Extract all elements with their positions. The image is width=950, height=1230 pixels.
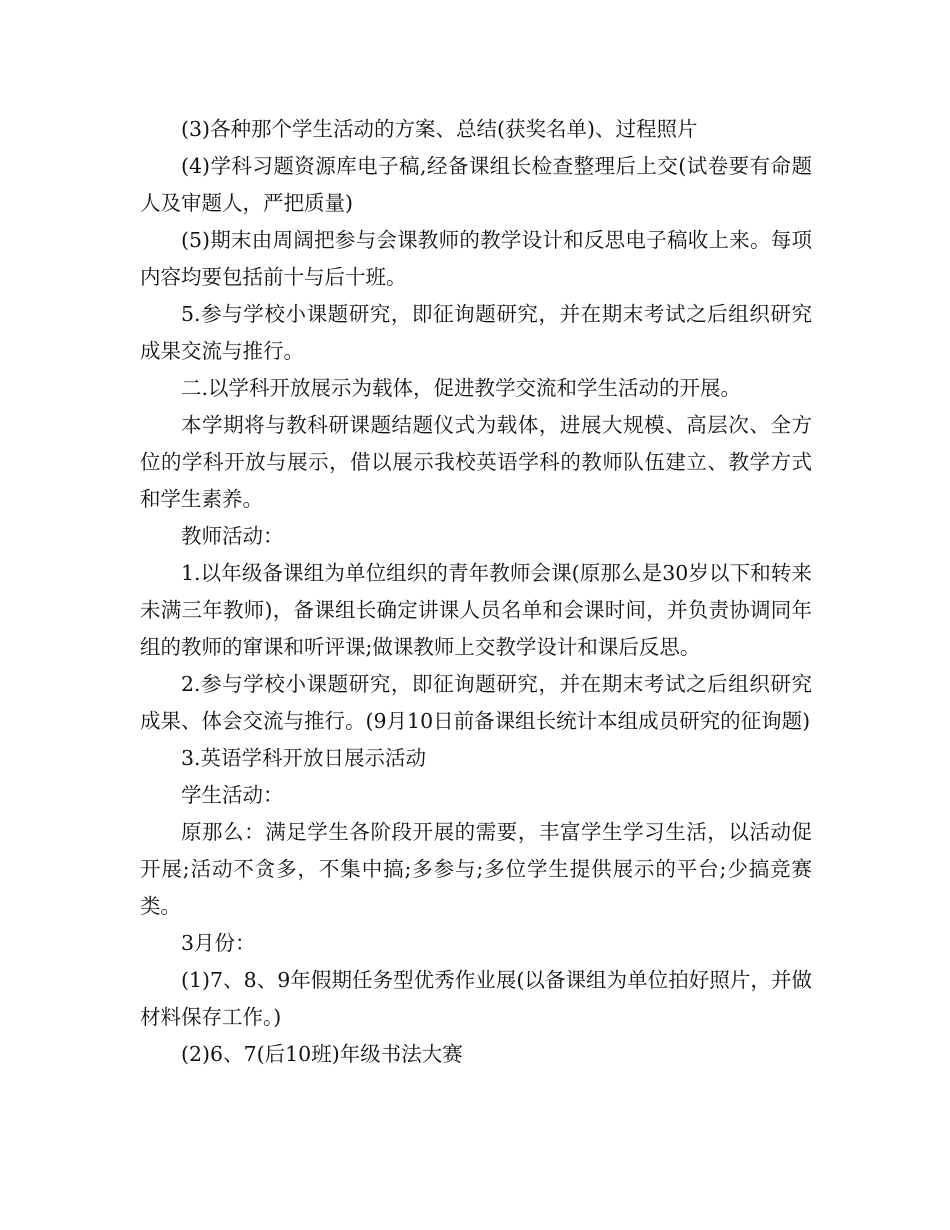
paragraph-item-5-collect: (5)期末由周阔把参与会课教师的教学设计和反思电子稿收上来。每项内容均要包括前十与后十班。 — [140, 228, 812, 289]
heading-teacher-activities: 教师活动： — [181, 524, 284, 548]
paragraph-item-3-plan: (3)各种那个学生活动的方案、总结(获奖名单)、过程照片 — [181, 117, 698, 141]
paragraph-march-2: (2)6、7(后10班)年级书法大赛 — [181, 1042, 463, 1066]
paragraph-teacher-1: 1.以年级备课组为单位组织的青年教师会课(原那么是30岁以下和转来未满三年教师)，备课组长确定讲课人员名单和会课时间，并负责协调同年组的教师的窜课和听评课;做课教师上交教学设计和课后反思。 — [140, 561, 812, 659]
paragraph-principle: 原那么：满足学生各阶段开展的需要，丰富学生学习生活，以活动促开展;活动不贪多，不集中搞;多参与;多位学生提供展示的平台;少搞竞赛类。 — [140, 820, 812, 918]
paragraph-teacher-2: 2.参与学校小课题研究，即征询题研究，并在期末考试之后组织研究成果、体会交流与推行。(9月10日前备课组长统计本组成员研究的征询题) — [140, 672, 812, 733]
heading-march: 3月份： — [181, 931, 256, 955]
paragraph-research-5: 5.参与学校小课题研究，即征询题研究，并在期末考试之后组织研究成果交流与推行。 — [140, 302, 812, 363]
paragraph-semester-plan: 本学期将与教科研课题结题仪式为载体，进展大规模、高层次、全方位的学科开放与展示，借以展示我校英语学科的教师队伍建立、教学方式和学生素养。 — [140, 413, 812, 511]
paragraph-march-1: (1)7、8、9年假期任务型优秀作业展(以备课组为单位拍好照片，并做材料保存工作。) — [140, 968, 812, 1029]
heading-student-activities: 学生活动： — [181, 783, 284, 807]
paragraph-teacher-3: 3.英语学科开放日展示活动 — [181, 746, 427, 770]
section-heading-2: 二.以学科开放展示为载体，促进教学交流和学生活动的开展。 — [181, 376, 742, 400]
document-body — [140, 111, 812, 1073]
paragraph-item-4-resources: (4)学科习题资源库电子稿,经备课组长检查整理后上交(试卷要有命题人及审题人，严把质量) — [140, 154, 812, 215]
